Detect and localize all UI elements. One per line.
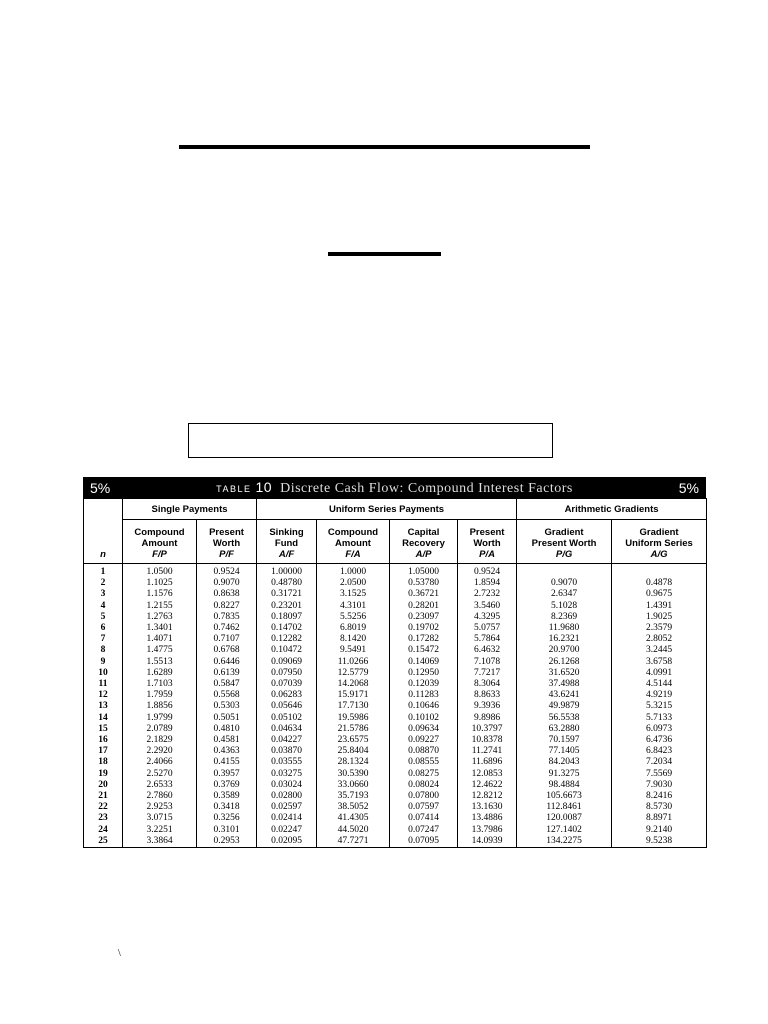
table-cell: 13.7986: [458, 825, 517, 836]
table-cell: 0.07095: [390, 836, 458, 848]
table-cell: 4.5144: [612, 679, 707, 690]
table-cell: 0.05646: [257, 701, 317, 712]
table-row: [84, 724, 707, 735]
top-horizontal-rule: [179, 145, 590, 149]
table-cell: 0.02597: [257, 802, 317, 813]
table-cell: 63.2880: [517, 724, 612, 735]
table-cell: 0.8227: [197, 601, 257, 612]
table-cell: 11.0266: [317, 657, 390, 668]
table-row: [84, 802, 707, 813]
table-cell: 0.4878: [612, 578, 707, 589]
table-cell: 0.8638: [197, 589, 257, 600]
table-cell: 1.4071: [123, 634, 197, 645]
table-cell: 9.2140: [612, 825, 707, 836]
table-cell: 11.9680: [517, 623, 612, 634]
table-cell: 2.7860: [123, 791, 197, 802]
group-header-uniform-series: Uniform Series Payments: [257, 499, 517, 520]
row-period-cell: 15: [84, 724, 123, 735]
table-cell: 15.9171: [317, 690, 390, 701]
table-cell: 0.9070: [197, 578, 257, 589]
table-cell: 0.3957: [197, 769, 257, 780]
table-cell: 5.5256: [317, 612, 390, 623]
table-cell: 1.8594: [458, 578, 517, 589]
table-cell: 0.18097: [257, 612, 317, 623]
row-period-cell: 3: [84, 589, 123, 600]
banner-rate-right: 5%: [678, 479, 699, 496]
table-row: [84, 564, 707, 579]
row-period-cell: 13: [84, 701, 123, 712]
col-header-fa-line: F/A: [345, 549, 361, 560]
row-period-cell: 4: [84, 601, 123, 612]
table-cell: 0.12039: [390, 679, 458, 690]
table-cell: 1.9799: [123, 713, 197, 724]
table-cell: 0.48780: [257, 578, 317, 589]
table-cell: 0.11283: [390, 690, 458, 701]
row-period-cell: 7: [84, 634, 123, 645]
table-cell: 8.8633: [458, 690, 517, 701]
table-cell: 2.6533: [123, 780, 197, 791]
table-cell: 3.0715: [123, 813, 197, 824]
table-cell: 12.8212: [458, 791, 517, 802]
table-cell: 0.09634: [390, 724, 458, 735]
table-cell: 0.7835: [197, 612, 257, 623]
table-cell: 11.6896: [458, 757, 517, 768]
table-cell: 0.03024: [257, 780, 317, 791]
table-cell: 0.03870: [257, 746, 317, 757]
table-cell: 0.36721: [390, 589, 458, 600]
table-cell: 30.5390: [317, 769, 390, 780]
table-cell: 112.8461: [517, 802, 612, 813]
row-period-cell: 14: [84, 713, 123, 724]
table-cell: 0.3769: [197, 780, 257, 791]
table-cell: 21.5786: [317, 724, 390, 735]
table-row: [84, 780, 707, 791]
table-cell: 6.4736: [612, 735, 707, 746]
table-cell: 1.00000: [257, 564, 317, 579]
table-cell: 0.4810: [197, 724, 257, 735]
table-cell: 7.7217: [458, 668, 517, 679]
table-cell: 11.2741: [458, 746, 517, 757]
banner-title: [216, 479, 573, 497]
col-header-pa: [458, 520, 517, 564]
table-cell: 0.6139: [197, 668, 257, 679]
table-cell: 3.5460: [458, 601, 517, 612]
table-cell: 4.3295: [458, 612, 517, 623]
table-row: [84, 701, 707, 712]
table-row: [84, 713, 707, 724]
table-row: [84, 769, 707, 780]
table-cell: 5.0757: [458, 623, 517, 634]
table-cell: 8.5730: [612, 802, 707, 813]
table-cell: 0.07039: [257, 679, 317, 690]
table-cell: 9.8986: [458, 713, 517, 724]
row-period-cell: 2: [84, 578, 123, 589]
row-period-cell: 16: [84, 735, 123, 746]
table-cell: 91.3275: [517, 769, 612, 780]
table-cell: 0.3256: [197, 813, 257, 824]
table-cell: 12.0853: [458, 769, 517, 780]
col-header-pg: [517, 520, 612, 564]
table-row: [84, 601, 707, 612]
table-row: [84, 657, 707, 668]
row-period-cell: 25: [84, 836, 123, 848]
table-cell: 1.2155: [123, 601, 197, 612]
table-cell: 0.3101: [197, 825, 257, 836]
table-cell: 49.9879: [517, 701, 612, 712]
col-header-ag: [612, 520, 707, 564]
table-cell: 3.3864: [123, 836, 197, 848]
table-cell: 134.2275: [517, 836, 612, 848]
table-cell: 0.10102: [390, 713, 458, 724]
interest-factor-table: [83, 477, 706, 848]
table-cell: [612, 564, 707, 579]
table-cell: 3.2445: [612, 645, 707, 656]
table-cell: 5.7133: [612, 713, 707, 724]
table-cell: 3.6758: [612, 657, 707, 668]
col-header-fp-line: F/P: [152, 549, 167, 560]
table-cell: 0.10646: [390, 701, 458, 712]
col-header-fa-line: Amount: [335, 538, 371, 549]
table-cell: 127.1402: [517, 825, 612, 836]
table-cell: 9.5238: [612, 836, 707, 848]
table-cell: 9.3936: [458, 701, 517, 712]
table-cell: 28.1324: [317, 757, 390, 768]
table-cell: 2.0500: [317, 578, 390, 589]
table-cell: 0.14702: [257, 623, 317, 634]
table-cell: 1.0000: [317, 564, 390, 579]
table-cell: 0.5568: [197, 690, 257, 701]
table-row: [84, 668, 707, 679]
table-row: [84, 623, 707, 634]
row-period-cell: 11: [84, 679, 123, 690]
table-row: [84, 634, 707, 645]
table-cell: 4.9219: [612, 690, 707, 701]
table-cell: 0.08870: [390, 746, 458, 757]
table-cell: 1.5513: [123, 657, 197, 668]
table-cell: 2.2920: [123, 746, 197, 757]
col-header-fa: [317, 520, 390, 564]
table-row: [84, 791, 707, 802]
table-row: [84, 645, 707, 656]
row-period-cell: 5: [84, 612, 123, 623]
table-cell: 1.4775: [123, 645, 197, 656]
table-cell: 0.03275: [257, 769, 317, 780]
table-cell: 0.04634: [257, 724, 317, 735]
table-cell: 0.09069: [257, 657, 317, 668]
col-header-af-line: A/F: [278, 549, 295, 560]
table-row: [84, 612, 707, 623]
table-cell: 1.9025: [612, 612, 707, 623]
table-cell: 8.2416: [612, 791, 707, 802]
table-cell: 0.06283: [257, 690, 317, 701]
row-period-cell: 21: [84, 791, 123, 802]
row-period-cell: 10: [84, 668, 123, 679]
table-cell: 7.9030: [612, 780, 707, 791]
footer-mark: \: [118, 948, 121, 959]
col-header-pf: [197, 520, 257, 564]
table-row: [84, 690, 707, 701]
table-cell: 0.14069: [390, 657, 458, 668]
table-cell: 9.5491: [317, 645, 390, 656]
table-cell: 0.19702: [390, 623, 458, 634]
table-cell: 0.08275: [390, 769, 458, 780]
table-cell: 47.7271: [317, 836, 390, 848]
table-row: [84, 813, 707, 824]
table-cell: 2.5270: [123, 769, 197, 780]
table-cell: 0.02800: [257, 791, 317, 802]
table-cell: 4.3101: [317, 601, 390, 612]
col-header-ap-line: A/P: [415, 549, 432, 560]
table-cell: 0.7107: [197, 634, 257, 645]
table-cell: 0.4155: [197, 757, 257, 768]
table-cell: 44.5020: [317, 825, 390, 836]
table-cell: 120.0087: [517, 813, 612, 824]
row-period-cell: 12: [84, 690, 123, 701]
table-cell: 1.0500: [123, 564, 197, 579]
col-header-pg-line: Present Worth: [531, 538, 597, 549]
col-header-fp-line: Compound: [134, 527, 185, 538]
table-cell: 2.8052: [612, 634, 707, 645]
banner-table-title: Discrete Cash Flow: Compound Interest Factors: [280, 480, 573, 496]
table-cell: 0.53780: [390, 578, 458, 589]
table-cell: 8.2369: [517, 612, 612, 623]
table-cell: 0.03555: [257, 757, 317, 768]
col-header-pa-line: Worth: [473, 538, 501, 549]
table-cell: 2.6347: [517, 589, 612, 600]
table-cell: 1.7103: [123, 679, 197, 690]
group-header-arithmetic-gradients: Arithmetic Gradients: [517, 499, 707, 520]
table-cell: 2.3579: [612, 623, 707, 634]
col-header-fa-line: Compound: [327, 527, 379, 538]
table-cell: 3.2251: [123, 825, 197, 836]
table-cell: 7.5569: [612, 769, 707, 780]
table-cell: 23.6575: [317, 735, 390, 746]
table-cell: 37.4988: [517, 679, 612, 690]
table-row: [84, 589, 707, 600]
table-cell: 0.4581: [197, 735, 257, 746]
table-cell: 7.1078: [458, 657, 517, 668]
table-cell: 20.9700: [517, 645, 612, 656]
table-cell: 10.8378: [458, 735, 517, 746]
table-cell: 33.0660: [317, 780, 390, 791]
table-cell: 1.2763: [123, 612, 197, 623]
table-cell: 2.1829: [123, 735, 197, 746]
table-cell: 1.05000: [390, 564, 458, 579]
col-header-af-line: Sinking: [269, 527, 304, 538]
table-cell: 25.8404: [317, 746, 390, 757]
table-cell: 8.1420: [317, 634, 390, 645]
table-cell: 3.1525: [317, 589, 390, 600]
row-period-cell: 8: [84, 645, 123, 656]
table-cell: 12.4622: [458, 780, 517, 791]
col-header-ap-line: Capital: [407, 527, 440, 538]
table-cell: 0.02414: [257, 813, 317, 824]
table-cell: 4.0991: [612, 668, 707, 679]
table-cell: 0.07414: [390, 813, 458, 824]
table-cell: 0.9675: [612, 589, 707, 600]
table-cell: 70.1597: [517, 735, 612, 746]
table-cell: 0.31721: [257, 589, 317, 600]
table-cell: 98.4884: [517, 780, 612, 791]
table-cell: 26.1268: [517, 657, 612, 668]
table-cell: 0.08024: [390, 780, 458, 791]
table-cell: 14.0939: [458, 836, 517, 848]
table-cell: 10.3797: [458, 724, 517, 735]
table-cell: 2.0789: [123, 724, 197, 735]
table-cell: 1.4391: [612, 601, 707, 612]
table-cell: 43.6241: [517, 690, 612, 701]
table-cell: 77.1405: [517, 746, 612, 757]
table-cell: 0.5303: [197, 701, 257, 712]
table-cell: 0.09227: [390, 735, 458, 746]
row-period-cell: 22: [84, 802, 123, 813]
table-cell: 105.6673: [517, 791, 612, 802]
table-cell: 84.2043: [517, 757, 612, 768]
table-cell: 2.4066: [123, 757, 197, 768]
table-cell: 0.02247: [257, 825, 317, 836]
table-cell: 2.7232: [458, 589, 517, 600]
col-header-pf-line: Worth: [212, 538, 241, 549]
col-header-ag-line: Uniform Series: [625, 538, 693, 549]
row-period-cell: 24: [84, 825, 123, 836]
row-period-cell: 20: [84, 780, 123, 791]
table-cell: 8.3064: [458, 679, 517, 690]
table-cell: 0.07247: [390, 825, 458, 836]
table-cell: 5.1028: [517, 601, 612, 612]
row-period-cell: 6: [84, 623, 123, 634]
table-cell: 38.5052: [317, 802, 390, 813]
table-cell: 0.08555: [390, 757, 458, 768]
table-cell: 0.10472: [257, 645, 317, 656]
col-header-af-line: Fund: [274, 538, 299, 549]
empty-caption-box: [188, 423, 553, 458]
table-cell: 6.8423: [612, 746, 707, 757]
banner-table-label: TABLE: [216, 483, 252, 494]
banner-rate-left: 5%: [90, 479, 111, 496]
col-header-pf-line: Present: [209, 527, 244, 538]
table-cell: 0.07800: [390, 791, 458, 802]
table-cell: 12.5779: [317, 668, 390, 679]
table-cell: 0.4363: [197, 746, 257, 757]
table-cell: 7.2034: [612, 757, 707, 768]
table-cell: 0.3589: [197, 791, 257, 802]
table-cell: 0.9524: [197, 564, 257, 579]
table-cell: 1.6289: [123, 668, 197, 679]
table-cell: 0.9070: [517, 578, 612, 589]
factor-table: [83, 498, 707, 848]
table-cell: 0.23097: [390, 612, 458, 623]
table-cell: 0.6446: [197, 657, 257, 668]
table-cell: 19.5986: [317, 713, 390, 724]
col-header-pf-line: P/F: [219, 549, 234, 560]
table-cell: 5.7864: [458, 634, 517, 645]
table-cell: 6.4632: [458, 645, 517, 656]
col-header-ag-line: A/G: [650, 549, 668, 560]
table-cell: 1.1025: [123, 578, 197, 589]
table-cell: 0.02095: [257, 836, 317, 848]
table-cell: 0.5051: [197, 713, 257, 724]
table-cell: 6.0973: [612, 724, 707, 735]
table-cell: 6.8019: [317, 623, 390, 634]
table-cell: 0.23201: [257, 601, 317, 612]
table-cell: 0.7462: [197, 623, 257, 634]
table-cell: 0.12950: [390, 668, 458, 679]
table-row: [84, 679, 707, 690]
col-header-pg-line: P/G: [555, 549, 573, 560]
col-header-pg-line: Gradient: [544, 527, 584, 538]
col-header-fp-line: Amount: [141, 538, 178, 549]
table-cell: 0.04227: [257, 735, 317, 746]
table-cell: 1.3401: [123, 623, 197, 634]
banner-table-number: 10: [255, 478, 273, 495]
table-cell: 0.07597: [390, 802, 458, 813]
table-cell: 0.17282: [390, 634, 458, 645]
table-cell: 31.6520: [517, 668, 612, 679]
short-horizontal-rule: [328, 252, 441, 256]
table-cell: 8.8971: [612, 813, 707, 824]
table-cell: 0.6768: [197, 645, 257, 656]
col-header-ap: [390, 520, 458, 564]
table-cell: 0.15472: [390, 645, 458, 656]
table-cell: 0.9524: [458, 564, 517, 579]
table-cell: 1.1576: [123, 589, 197, 600]
table-banner: [83, 477, 706, 498]
table-cell: 41.4305: [317, 813, 390, 824]
table-cell: 16.2321: [517, 634, 612, 645]
table-cell: 14.2068: [317, 679, 390, 690]
row-period-cell: 17: [84, 746, 123, 757]
col-header-fp: [123, 520, 197, 564]
table-cell: 0.07950: [257, 668, 317, 679]
table-row: [84, 746, 707, 757]
table-cell: 0.2953: [197, 836, 257, 848]
table-cell: 0.28201: [390, 601, 458, 612]
table-cell: 1.8856: [123, 701, 197, 712]
col-header-ag-line: Gradient: [639, 527, 679, 538]
table-cell: 0.12282: [257, 634, 317, 645]
col-header-pa-line: P/A: [479, 549, 495, 560]
table-cell: 5.3215: [612, 701, 707, 712]
table-cell: 2.9253: [123, 802, 197, 813]
table-row: [84, 836, 707, 848]
table-cell: 13.4886: [458, 813, 517, 824]
table-cell: 35.7193: [317, 791, 390, 802]
table-cell: 17.7130: [317, 701, 390, 712]
table-row: [84, 578, 707, 589]
group-header-single-payments: Single Payments: [123, 499, 257, 520]
col-header-af: [257, 520, 317, 564]
table-row: [84, 825, 707, 836]
table-cell: 1.7959: [123, 690, 197, 701]
table-cell: 13.1630: [458, 802, 517, 813]
row-period-cell: 19: [84, 769, 123, 780]
table-cell: [517, 564, 612, 579]
table-cell: 56.5538: [517, 713, 612, 724]
col-header-n: n: [84, 499, 123, 564]
table-cell: 0.5847: [197, 679, 257, 690]
col-header-ap-line: Recovery: [402, 538, 445, 549]
table-cell: 0.05102: [257, 713, 317, 724]
row-period-cell: 23: [84, 813, 123, 824]
row-period-cell: 1: [84, 564, 123, 579]
col-header-pa-line: Present: [469, 527, 505, 538]
table-row: [84, 735, 707, 746]
row-period-cell: 9: [84, 657, 123, 668]
table-cell: 0.3418: [197, 802, 257, 813]
table-row: [84, 757, 707, 768]
row-period-cell: 18: [84, 757, 123, 768]
